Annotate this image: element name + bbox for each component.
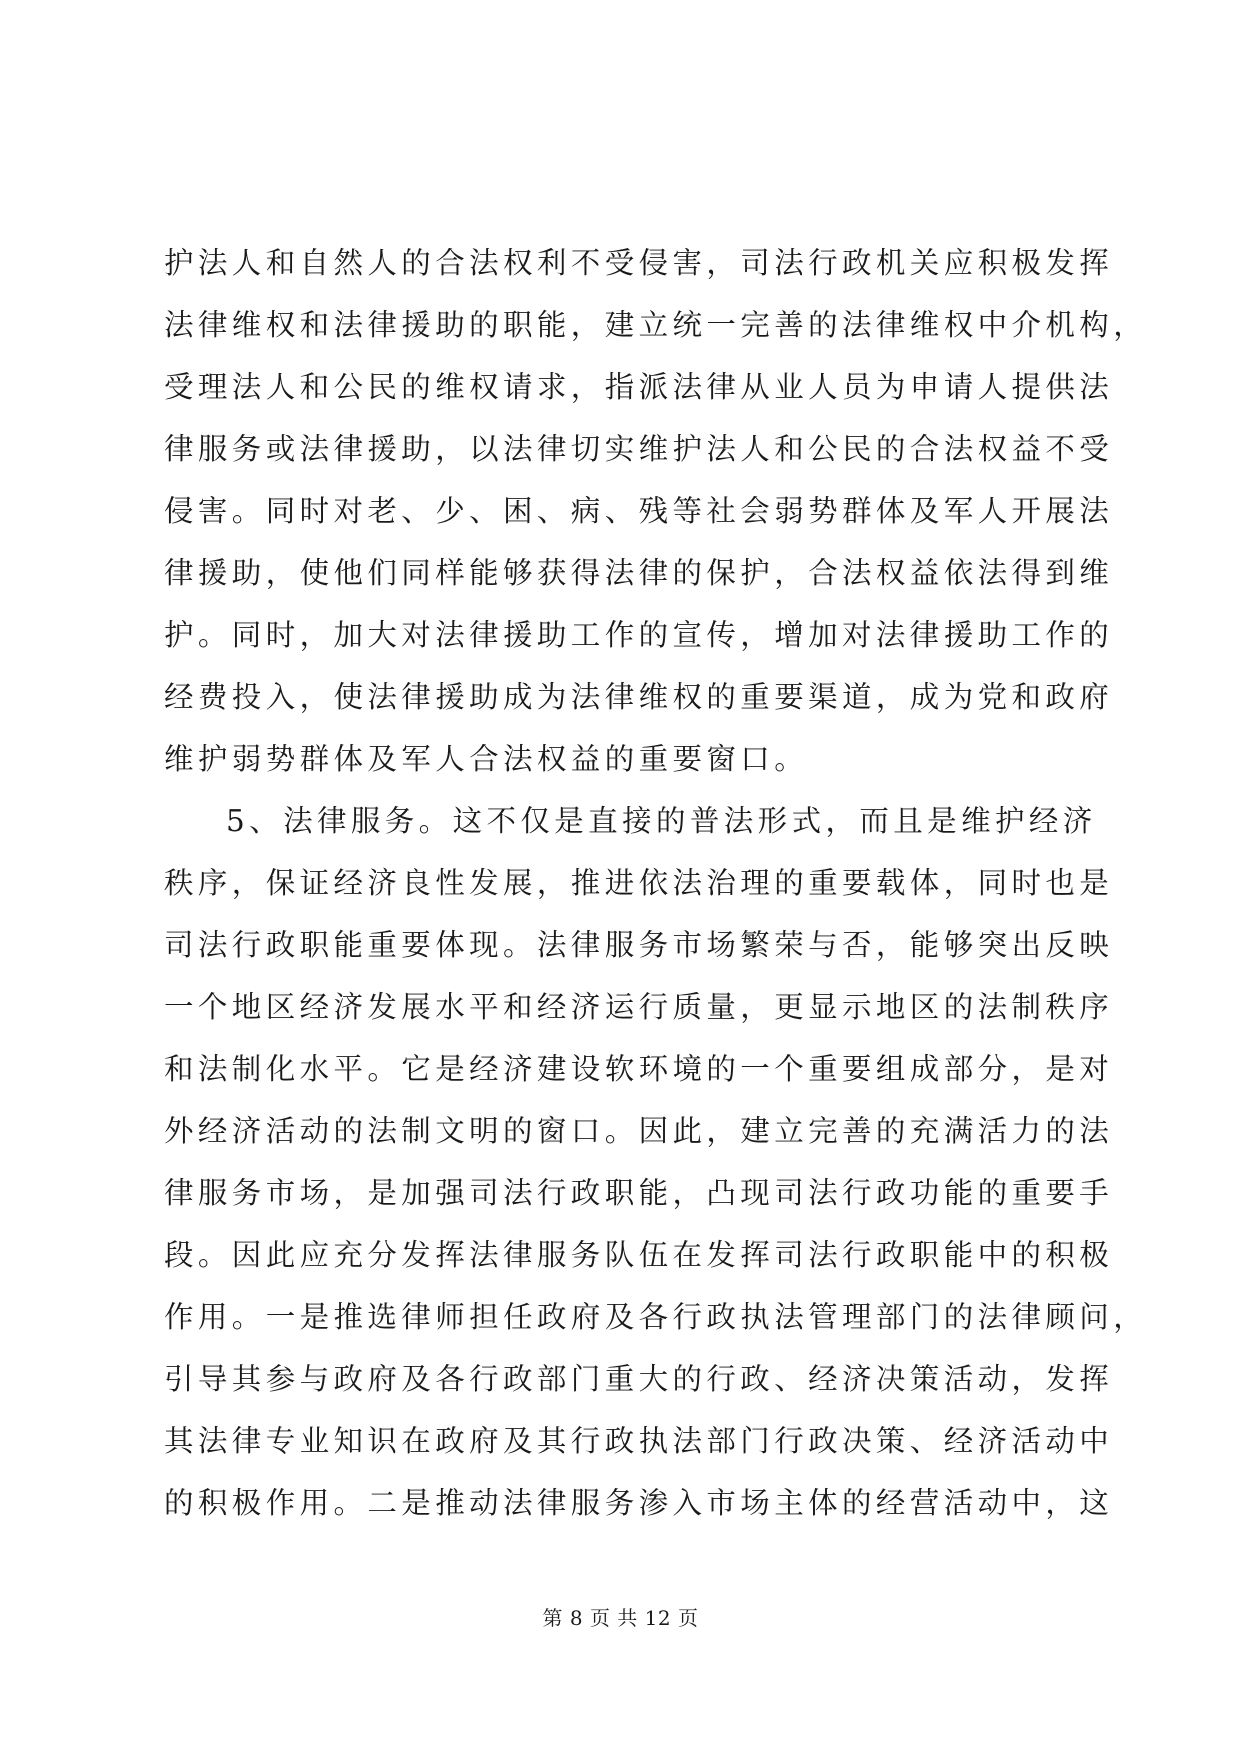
body-text-line: 侵害。同时对老、少、困、病、残等社会弱势群体及军人开展法 <box>164 494 1114 528</box>
body-text-line: 外经济活动的法制文明的窗口。因此，建立完善的充满活力的法 <box>164 1114 1114 1148</box>
body-text-line: 律援助，使他们同样能够获得法律的保护，合法权益依法得到维 <box>164 556 1114 590</box>
body-text-line: 其法律专业知识在政府及其行政执法部门行政决策、经济活动中 <box>164 1424 1114 1458</box>
body-text-line: 司法行政职能重要体现。法律服务市场繁荣与否，能够突出反映 <box>164 928 1114 962</box>
body-text-line: 的积极作用。二是推动法律服务渗入市场主体的经营活动中，这 <box>164 1486 1114 1520</box>
body-text-line: 律服务市场，是加强司法行政职能，凸现司法行政功能的重要手 <box>164 1176 1114 1210</box>
body-text-line: 5、法律服务。这不仅是直接的普法形式，而且是维护经济 <box>226 804 1097 838</box>
body-text-line: 法律维权和法律援助的职能，建立统一完善的法律维权中介机构， <box>164 308 1148 342</box>
body-text-line: 经费投入，使法律援助成为法律维权的重要渠道，成为党和政府 <box>164 680 1114 714</box>
body-text-line: 一个地区经济发展水平和经济运行质量，更显示地区的法制秩序 <box>164 990 1114 1024</box>
body-text-line: 和法制化水平。它是经济建设软环境的一个重要组成部分，是对 <box>164 1052 1114 1086</box>
body-text-line: 作用。一是推选律师担任政府及各行政执法管理部门的法律顾问， <box>164 1300 1148 1334</box>
body-text-line: 引导其参与政府及各行政部门重大的行政、经济决策活动，发挥 <box>164 1362 1114 1396</box>
body-text-line: 护。同时，加大对法律援助工作的宣传，增加对法律援助工作的 <box>164 618 1114 652</box>
body-text-line: 护法人和自然人的合法权利不受侵害，司法行政机关应积极发挥 <box>164 246 1114 280</box>
body-text-line: 秩序，保证经济良性发展，推进依法治理的重要载体，同时也是 <box>164 866 1114 900</box>
page-number-footer: 第 8 页 共 12 页 <box>542 1606 699 1630</box>
body-text-line: 段。因此应充分发挥法律服务队伍在发挥司法行政职能中的积极 <box>164 1238 1114 1272</box>
body-text-line: 律服务或法律援助，以法律切实维护法人和公民的合法权益不受 <box>164 432 1114 466</box>
body-text-line: 维护弱势群体及军人合法权益的重要窗口。 <box>164 742 809 776</box>
body-text-line: 受理法人和公民的维权请求，指派法律从业人员为申请人提供法 <box>164 370 1114 404</box>
